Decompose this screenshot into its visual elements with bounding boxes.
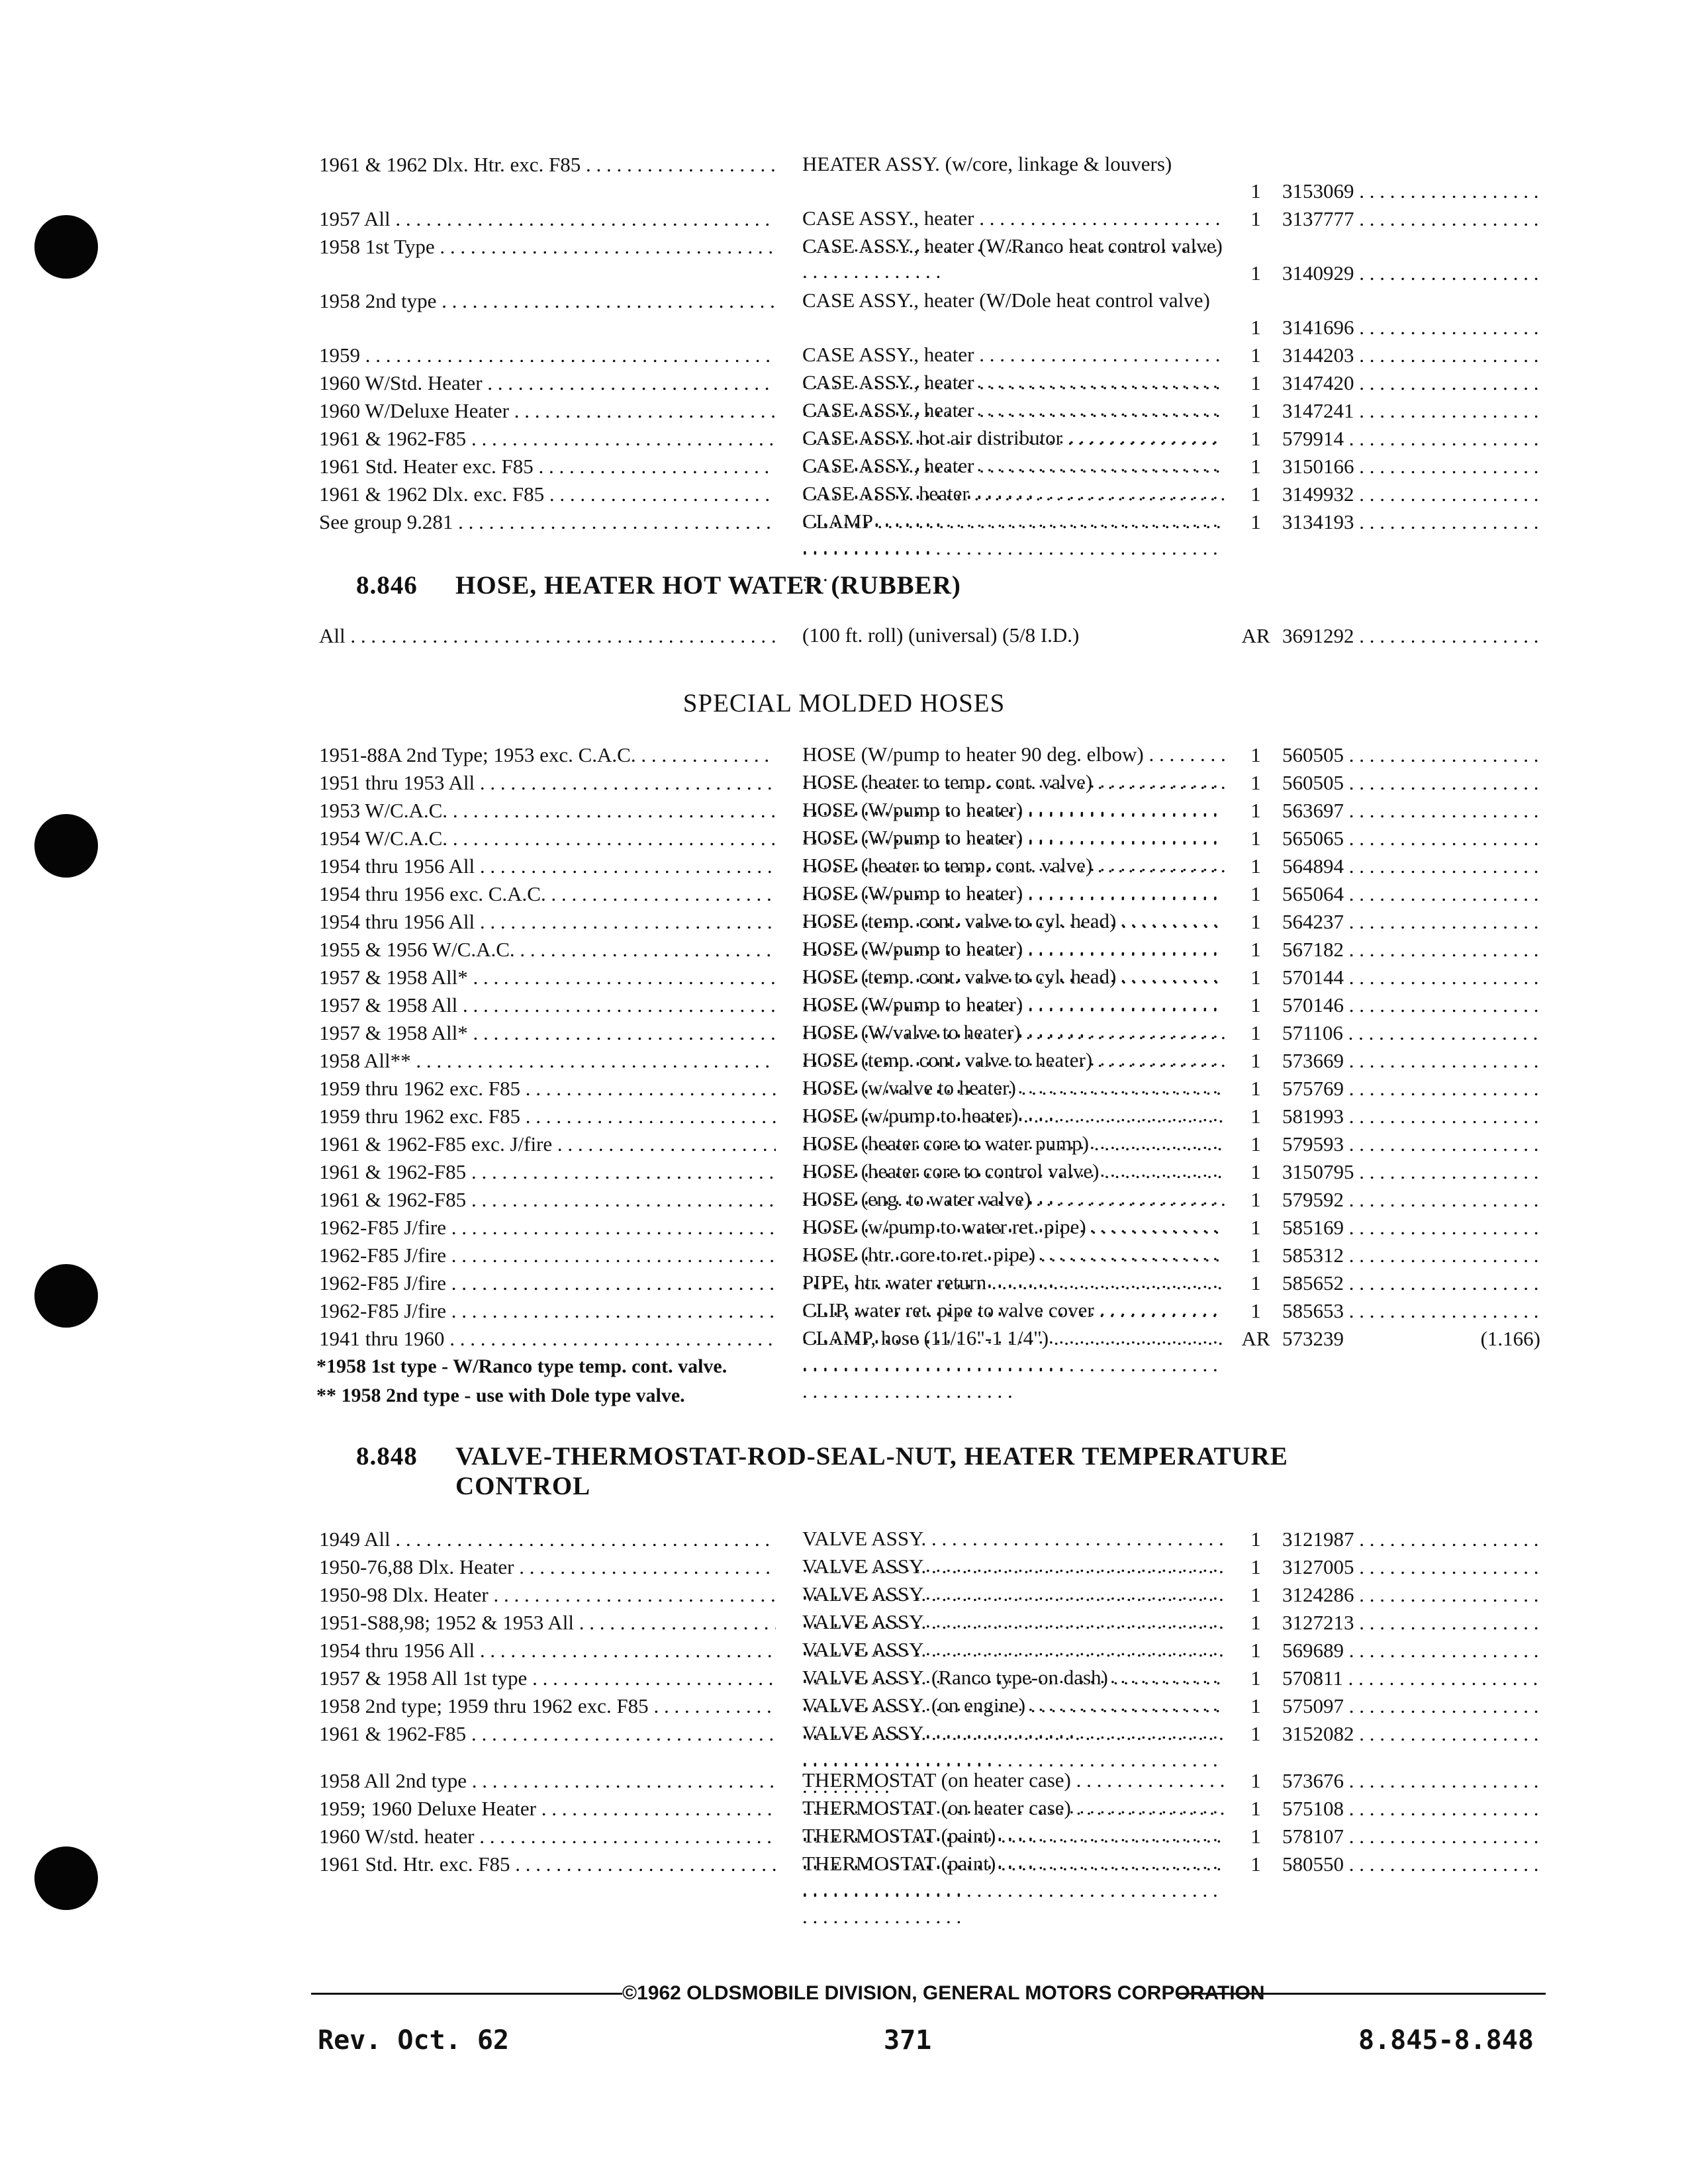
year-model: 1949 All . . . (319, 1525, 776, 1553)
quantity: 1 (1250, 1797, 1261, 1820)
part-description: CASE ASSY., heater . . . (802, 341, 1226, 421)
part-number: 3150166 . . . (1282, 453, 1540, 480)
section-title: HOSE, HEATER HOT WATER (RUBBER) (455, 571, 961, 600)
quantity: 1 (1250, 316, 1261, 339)
part-description: HOSE (W/pump to heater) . . . (802, 936, 1226, 1015)
part-description: HEATER ASSY. (w/core, linkage & louvers) (802, 152, 1172, 175)
part-description: HOSE (heater to temp. cont. valve) . . . (802, 852, 1226, 932)
section-8848-heading (356, 1441, 1288, 1501)
quantity: 1 (1250, 1049, 1261, 1072)
parts-row (319, 1553, 1550, 1581)
quantity: 1 (1250, 1722, 1261, 1745)
quantity: 1 (1250, 1852, 1261, 1876)
part-number: 3141696 . . . (1282, 314, 1540, 341)
year-model: 1950-98 Dlx. Heater . . . (319, 1581, 776, 1609)
part-number: 571106 . . . (1282, 1019, 1540, 1047)
reference-note: (1.166) (1480, 1327, 1540, 1350)
part-number: 569689 . . . (1282, 1637, 1540, 1664)
binder-hole (34, 814, 98, 878)
part-description: HOSE (heater core to water pump) . . . (802, 1130, 1226, 1210)
parts-row (319, 1581, 1550, 1609)
hose-rubber-parts-table (319, 622, 1550, 650)
year-model: 1960 W/Std. Heater . . . (319, 369, 776, 397)
year-model: 1959 thru 1962 exc. F85 . . . (319, 1075, 776, 1103)
parts-row (319, 622, 1550, 650)
part-description: HOSE (w/pump to heater) . . . (802, 1103, 1226, 1182)
part-number: 3137777 . . . (1282, 205, 1540, 233)
part-number: 578107 . . . (1282, 1823, 1540, 1850)
quantity: 1 (1250, 1639, 1261, 1662)
quantity: 1 (1250, 799, 1261, 822)
quantity: 1 (1250, 455, 1261, 478)
part-description: (100 ft. roll) (universal) (5/8 I.D.) (802, 623, 1080, 647)
year-model: 1958 2nd type . . . (319, 287, 776, 315)
parts-row (319, 1664, 1550, 1692)
part-description: CASE ASSY., heater . . . (802, 453, 1226, 532)
part-number: 3150795 . . . (1282, 1158, 1540, 1186)
year-model: 1960 W/std. heater . . . (319, 1823, 776, 1850)
part-number: 575769 . . . (1282, 1075, 1540, 1103)
part-description: CASE ASSY., heater (W/Dole heat control valve) (802, 289, 1210, 312)
parts-row (319, 936, 1550, 964)
part-number: 573239 (1282, 1327, 1344, 1350)
parts-row (319, 1242, 1550, 1269)
quantity: 1 (1250, 1271, 1261, 1295)
part-description: VALVE ASSY. . . . (802, 1637, 1226, 1716)
part-description: CLIP, water ret. pipe to valve cover . . . (802, 1297, 1226, 1377)
part-description: HOSE (htr. core to ret. pipe) . . . (802, 1242, 1226, 1321)
parts-row (319, 908, 1550, 936)
quantity: 1 (1250, 1105, 1261, 1128)
parts-row (319, 151, 1550, 205)
quantity: 1 (1250, 343, 1261, 367)
year-model: 1957 & 1958 All 1st type . . . (319, 1664, 776, 1692)
parts-row (319, 1214, 1550, 1242)
parts-row (319, 1158, 1550, 1186)
section-title: VALVE-THERMOSTAT-ROD-SEAL-NUT, HEATER TEMPERATURE (455, 1442, 1288, 1471)
quantity: 1 (1250, 1216, 1261, 1239)
part-number: 575108 . . . (1282, 1795, 1540, 1823)
parts-row (319, 1297, 1550, 1325)
part-number: 573676 . . . (1282, 1767, 1540, 1795)
part-description: HOSE (w/pump to water ret. pipe) . . . (802, 1214, 1226, 1293)
quantity: 1 (1250, 510, 1261, 533)
quantity: 1 (1250, 1244, 1261, 1267)
special-molded-hoses-heading: SPECIAL MOLDED HOSES (682, 689, 1006, 717)
part-number: 567182 . . . (1282, 936, 1540, 964)
part-number: 560505 . . . (1282, 741, 1540, 769)
part-number: 580550 . . . (1282, 1850, 1540, 1878)
quantity: 1 (1250, 910, 1261, 933)
part-number: 579914 . . . (1282, 425, 1540, 453)
quantity: 1 (1250, 371, 1261, 394)
parts-row (319, 1325, 1550, 1353)
year-model: 1957 All . . . (319, 205, 776, 233)
quantity: 1 (1250, 1694, 1261, 1717)
parts-row (319, 1525, 1550, 1553)
quantity: 1 (1250, 1769, 1261, 1792)
part-number: 3144203 . . . (1282, 341, 1540, 369)
part-description: THERMOSTAT (on heater case) . . . (802, 1767, 1226, 1846)
part-number: 3127213 . . . (1282, 1609, 1540, 1637)
quantity: 1 (1250, 261, 1261, 285)
parts-row (319, 741, 1550, 769)
part-number: 3147420 . . . (1282, 369, 1540, 397)
year-model: 1962-F85 J/fire . . . (319, 1214, 776, 1242)
year-model: 1961 Std. Heater exc. F85 . . . (319, 453, 776, 480)
part-description: PIPE, htr. water return . . . (802, 1269, 1226, 1349)
quantity: 1 (1250, 882, 1261, 905)
year-model: 1950-76,88 Dlx. Heater . . . (319, 1553, 776, 1581)
part-description: THERMOSTAT (paint) . . . (802, 1823, 1226, 1902)
parts-row (319, 287, 1550, 341)
part-description: HOSE (W/valve to heater) . . . (802, 1019, 1226, 1099)
quantity: 1 (1250, 966, 1261, 989)
part-number: 581993 . . . (1282, 1103, 1540, 1130)
year-model: 1954 thru 1956 All . . . (319, 1637, 776, 1664)
year-model: 1958 All 2nd type . . . (319, 1767, 776, 1795)
year-model: 1962-F85 J/fire . . . (319, 1242, 776, 1269)
quantity: 1 (1250, 1160, 1261, 1183)
year-model: 1962-F85 J/fire . . . (319, 1269, 776, 1297)
part-number: 3121987 . . . (1282, 1525, 1540, 1553)
part-number: 575097 . . . (1282, 1692, 1540, 1720)
part-description: CASE ASSY. heater . . . (802, 480, 1226, 560)
parts-row (319, 425, 1550, 453)
parts-row (319, 1047, 1550, 1075)
year-model: All . . . (319, 622, 776, 650)
parts-row (319, 369, 1550, 397)
part-description: CASE ASSY., heater . . . (802, 397, 1226, 477)
year-model: 1954 thru 1956 exc. C.A.C. . . . (319, 880, 776, 908)
parts-row (319, 480, 1550, 508)
part-description: THERMOSTAT (on heater case) . . . (802, 1795, 1226, 1874)
part-description: VALVE ASSY. . . . (802, 1525, 1226, 1605)
part-description: HOSE (W/pump to heater) . . . (802, 880, 1226, 960)
quantity: 1 (1250, 1188, 1261, 1211)
part-number: 3691292 . . . (1282, 622, 1540, 650)
part-description: VALVE ASSY. . . . (802, 1581, 1226, 1661)
valve-parts-table (319, 1525, 1550, 1748)
parts-row (319, 1075, 1550, 1103)
part-description: HOSE (temp. cont. valve to cyl. head) . . . (802, 908, 1226, 987)
part-description: VALVE ASSY. (Ranco type-on dash) . . . (802, 1664, 1226, 1744)
binder-hole (34, 215, 98, 279)
quantity: 1 (1250, 179, 1261, 203)
parts-row (319, 1186, 1550, 1214)
part-number: 3153069 . . . (1282, 177, 1540, 205)
part-number: 585653 . . . (1282, 1297, 1540, 1325)
part-number: 3127005 . . . (1282, 1553, 1540, 1581)
part-description: THERMOSTAT (paint) . . . (802, 1850, 1226, 1930)
part-description: HOSE (heater to temp. cont. valve) . . . (802, 769, 1226, 848)
parts-row (319, 205, 1550, 233)
year-model: 1957 & 1958 All* . . . (319, 964, 776, 991)
part-number: 565065 . . . (1282, 825, 1540, 852)
part-description: HOSE (W/pump to heater) . . . (802, 991, 1226, 1071)
parts-row (319, 1269, 1550, 1297)
year-model: 1961 & 1962-F85 . . . (319, 1158, 776, 1186)
part-number: 3134193 . . . (1282, 508, 1540, 536)
parts-row (319, 797, 1550, 825)
year-model: 1961 & 1962-F85 . . . (319, 1186, 776, 1214)
part-description: CASE ASSY., heater . . . (802, 369, 1226, 449)
quantity: 1 (1250, 399, 1261, 422)
part-description: HOSE (eng. to water valve) . . . (802, 1186, 1226, 1265)
part-description: VALVE ASSY. . . . (802, 1553, 1226, 1633)
parts-row (319, 964, 1550, 991)
part-description: VALVE ASSY. . . . (802, 1609, 1226, 1688)
part-number: 579593 . . . (1282, 1130, 1540, 1158)
year-model: 1959 thru 1962 exc. F85 . . . (319, 1103, 776, 1130)
year-model: 1958 All** . . . (319, 1047, 776, 1075)
year-model: 1954 W/C.A.C. . . . (319, 825, 776, 852)
year-model: 1941 thru 1960 . . . (319, 1325, 776, 1353)
parts-row (319, 1850, 1550, 1878)
year-model: 1959 . . . (319, 341, 776, 369)
part-number: 579592 . . . (1282, 1186, 1540, 1214)
quantity: 1 (1250, 854, 1261, 878)
parts-row (319, 1103, 1550, 1130)
quantity: 1 (1250, 743, 1261, 766)
year-model: 1960 W/Deluxe Heater . . . (319, 397, 776, 425)
part-description: HOSE (W/pump to heater) . . . (802, 825, 1226, 904)
part-number: 585312 . . . (1282, 1242, 1540, 1269)
quantity: 1 (1250, 1077, 1261, 1100)
heater-case-parts-table (319, 151, 1550, 536)
quantity: 1 (1250, 427, 1261, 450)
year-model: 1951-S88,98; 1952 & 1953 All . . . (319, 1609, 776, 1637)
special-molded-hoses-table (319, 741, 1550, 1353)
part-description: HOSE (temp. cont. valve to heater) . . . (802, 1047, 1226, 1126)
part-number: 585169 . . . (1282, 1214, 1540, 1242)
quantity: 1 (1250, 207, 1261, 230)
parts-row (319, 1795, 1550, 1823)
quantity: 1 (1250, 1527, 1261, 1551)
year-model: 1961 & 1962-F85 . . . (319, 1720, 776, 1748)
year-model: 1957 & 1958 All* . . . (319, 1019, 776, 1047)
year-model: 1959; 1960 Deluxe Heater . . . (319, 1795, 776, 1823)
section-title-continued: CONTROL (455, 1472, 591, 1500)
parts-row (319, 1823, 1550, 1850)
year-model: 1958 2nd type; 1959 thru 1962 exc. F85 . . . (319, 1692, 776, 1720)
part-description: CASE ASSY., heater . . . (802, 205, 1226, 285)
part-number: 3149932 . . . (1282, 480, 1540, 508)
part-number: 3140929 . . . (1282, 259, 1540, 287)
quantity: AR (1241, 1327, 1270, 1350)
footnote: ** 1958 2nd type - use with Dole type valve. (316, 1385, 685, 1406)
quantity: 1 (1250, 827, 1261, 850)
parts-row (319, 453, 1550, 480)
thermostat-parts-table (319, 1767, 1550, 1878)
part-description: CLAMP, hose (11/16"-1 1/4") . . . (802, 1325, 1226, 1404)
parts-row (319, 508, 1550, 536)
quantity: AR (1241, 624, 1270, 647)
part-description: HOSE (heater core to control valve) . . . (802, 1158, 1226, 1238)
part-description: VALVE ASSY. (on engine) . . . (802, 1692, 1226, 1772)
quantity: 1 (1250, 938, 1261, 961)
parts-row (319, 1130, 1550, 1158)
year-model: 1961 & 1962-F85 . . . (319, 425, 776, 453)
quantity: 1 (1250, 771, 1261, 794)
parts-row (319, 1720, 1550, 1748)
part-number: 585652 . . . (1282, 1269, 1540, 1297)
year-model: 1962-F85 J/fire . . . (319, 1297, 776, 1325)
footer-rule-right (1178, 1993, 1546, 1995)
parts-row (319, 880, 1550, 908)
part-number: 564237 . . . (1282, 908, 1540, 936)
parts-row (319, 769, 1550, 797)
year-model: 1961 & 1962 Dlx. Htr. exc. F85 . . . (319, 151, 776, 179)
part-description: HOSE (W/pump to heater 90 deg. elbow) . . . (802, 741, 1226, 821)
quantity: 1 (1250, 1611, 1261, 1634)
binder-hole (34, 1264, 98, 1328)
part-description: HOSE (w/valve to heater) . . . (802, 1075, 1226, 1154)
part-description: CASE ASSY. hot air distributor . . . (802, 425, 1226, 504)
quantity: 1 (1250, 993, 1261, 1017)
section-number: 8.848 (356, 1442, 418, 1471)
binder-hole (34, 1846, 98, 1910)
quantity: 1 (1250, 1666, 1261, 1690)
part-description: VALVE ASSY. . . . (802, 1720, 1226, 1799)
parts-row (319, 1692, 1550, 1720)
part-description: CLAMP . . . (802, 508, 1226, 588)
part-description: HOSE (temp. cont. valve to cyl. head) . . . (802, 964, 1226, 1043)
parts-row (319, 1637, 1550, 1664)
year-model: 1961 & 1962 Dlx. exc. F85 . . . (319, 480, 776, 508)
year-model: 1951-88A 2nd Type; 1953 exc. C.A.C. . . . (319, 741, 776, 769)
section-range: 8.845-8.848 (1358, 2025, 1534, 2056)
part-number: 565064 . . . (1282, 880, 1540, 908)
part-number: 563697 . . . (1282, 797, 1540, 825)
part-number: 3124286 . . . (1282, 1581, 1540, 1609)
part-number: 3147241 . . . (1282, 397, 1540, 425)
quantity: 1 (1250, 1021, 1261, 1044)
parts-row (319, 1019, 1550, 1047)
parts-row (319, 852, 1550, 880)
page-number: 371 (884, 2025, 932, 2056)
part-number: 3152082 . . . (1282, 1720, 1540, 1748)
parts-row (319, 233, 1550, 287)
revision-date: Rev. Oct. 62 (318, 2025, 509, 2056)
parts-row (319, 825, 1550, 852)
year-model: 1954 thru 1956 All . . . (319, 852, 776, 880)
section-number: 8.846 (356, 571, 418, 600)
part-description: CASE ASSY., heater (W/Ranco heat control valve) (802, 234, 1223, 257)
parts-row (319, 341, 1550, 369)
year-model: 1961 Std. Htr. exc. F85 . . . (319, 1850, 776, 1878)
part-number: 570144 . . . (1282, 964, 1540, 991)
parts-row (319, 397, 1550, 425)
section-8846-heading (356, 570, 961, 600)
quantity: 1 (1250, 1825, 1261, 1848)
year-model: 1958 1st Type . . . (319, 233, 776, 261)
parts-row (319, 991, 1550, 1019)
part-number: 570146 . . . (1282, 991, 1540, 1019)
year-model: 1953 W/C.A.C. . . . (319, 797, 776, 825)
quantity: 1 (1250, 482, 1261, 506)
year-model: 1951 thru 1953 All . . . (319, 769, 776, 797)
quantity: 1 (1250, 1555, 1261, 1578)
part-number: 560505 . . . (1282, 769, 1540, 797)
parts-row (319, 1767, 1550, 1795)
part-number: 573669 . . . (1282, 1047, 1540, 1075)
year-model: 1954 thru 1956 All . . . (319, 908, 776, 936)
year-model: 1957 & 1958 All . . . (319, 991, 776, 1019)
parts-row (319, 1609, 1550, 1637)
year-model: 1955 & 1956 W/C.A.C. . . . (319, 936, 776, 964)
year-model: 1961 & 1962-F85 exc. J/fire . . . (319, 1130, 776, 1158)
part-number: 564894 . . . (1282, 852, 1540, 880)
quantity: 1 (1250, 1583, 1261, 1606)
footnote: *1958 1st type - W/Ranco type temp. cont. valve. (316, 1355, 727, 1377)
part-description: HOSE (W/pump to heater) . . . (802, 797, 1226, 876)
footer-rule-left (311, 1993, 622, 1995)
quantity: 1 (1250, 1132, 1261, 1156)
year-model: See group 9.281 . . . (319, 508, 776, 536)
part-number: 570811 . . . (1282, 1664, 1540, 1692)
quantity: 1 (1250, 1299, 1261, 1322)
copyright-line: ©1962 OLDSMOBILE DIVISION, GENERAL MOTORS CORPORATION (622, 1982, 1265, 2004)
